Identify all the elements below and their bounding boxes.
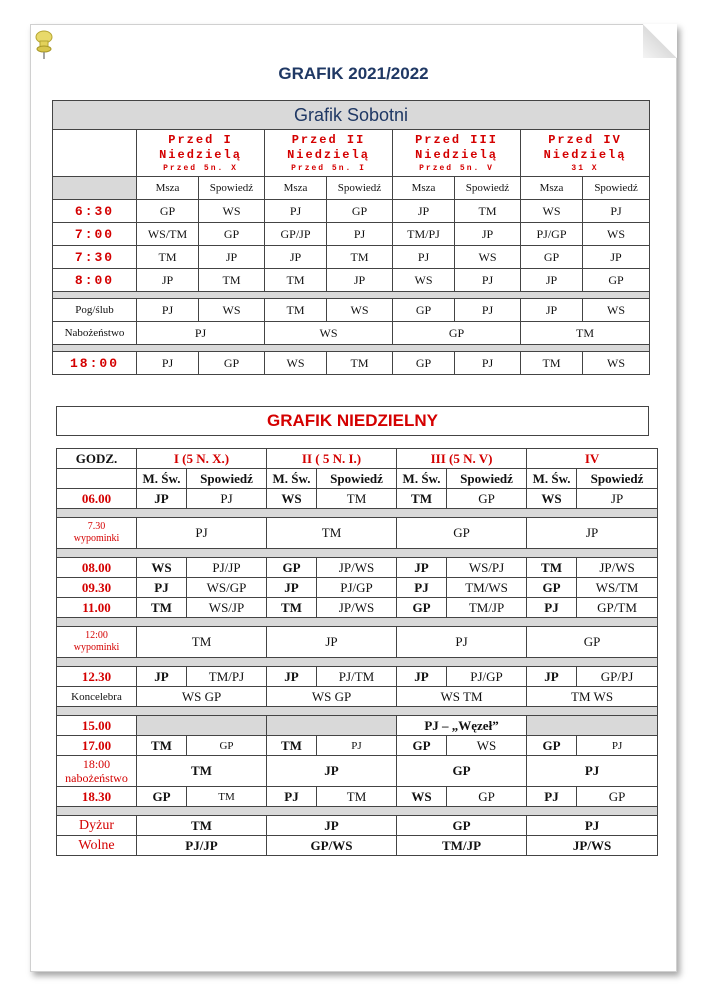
schedule-cell: WS GP xyxy=(137,687,267,707)
subheader-spowiedz: Spowiedź xyxy=(447,469,527,489)
time-cell: 09.30 xyxy=(57,578,137,598)
subheader-msw: M. Św. xyxy=(397,469,447,489)
spacer-row xyxy=(53,345,650,352)
confession-cell: WS/JP xyxy=(187,598,267,618)
confession-cell: WS/TM xyxy=(577,578,658,598)
mass-cell: JP xyxy=(267,667,317,687)
week-header-line: Niedzielą xyxy=(543,147,627,162)
saturday-schedule-table xyxy=(52,100,650,375)
schedule-cell: JP xyxy=(327,269,393,292)
schedule-cell: PJ xyxy=(455,299,521,322)
time-cell: 18.30 xyxy=(57,787,137,807)
week-header xyxy=(265,130,393,177)
mass-cell: WS xyxy=(137,558,187,578)
table-row xyxy=(57,816,658,836)
confession-cell: PJ/TM xyxy=(317,667,397,687)
table-row xyxy=(57,578,658,598)
spacer-row xyxy=(57,618,658,627)
schedule-cell: WS xyxy=(583,352,650,375)
mass-cell: GP xyxy=(527,736,577,756)
confession-cell: TM/JP xyxy=(447,598,527,618)
schedule-cell: GP xyxy=(521,246,583,269)
mass-cell: JP xyxy=(137,667,187,687)
time-cell: 7:00 xyxy=(53,223,137,246)
week-header-subline: Przed 5n. I xyxy=(291,163,366,173)
week-header-subline: Przed 5n. V xyxy=(419,163,494,173)
confession-cell: PJ xyxy=(577,736,658,756)
schedule-cell: PJ xyxy=(583,200,650,223)
table-row xyxy=(57,667,658,687)
week-header-line: Przed II xyxy=(291,132,366,147)
mass-cell: TM xyxy=(137,736,187,756)
schedule-cell: GP/JP xyxy=(265,223,327,246)
confession-cell: PJ/GP xyxy=(317,578,397,598)
time-cell: 18:00 xyxy=(53,352,137,375)
confession-cell: JP/WS xyxy=(317,558,397,578)
week-header-subline: Przed 5n. X xyxy=(163,163,238,173)
schedule-cell: PJ xyxy=(137,352,199,375)
empty-cell xyxy=(527,716,658,736)
time-label: 12:00 xyxy=(85,630,108,641)
week-header-line: Przed III xyxy=(415,132,498,147)
subheader-msza: Msza xyxy=(393,177,455,200)
schedule-cell: WS xyxy=(199,299,265,322)
subheader-msza: Msza xyxy=(521,177,583,200)
time-cell: 12.30 xyxy=(57,667,137,687)
mass-cell: WS xyxy=(527,489,577,509)
table-row xyxy=(57,836,658,856)
time-sublabel: wypominki xyxy=(73,642,120,653)
mass-cell: JP xyxy=(397,558,447,578)
schedule-cell: TM xyxy=(265,269,327,292)
confession-cell: TM xyxy=(187,787,267,807)
schedule-cell: WS GP xyxy=(267,687,397,707)
schedule-cell: JP xyxy=(521,299,583,322)
schedule-cell: GP xyxy=(137,200,199,223)
table-row xyxy=(57,736,658,756)
time-label: 7.30 xyxy=(87,521,106,532)
table-row xyxy=(57,787,658,807)
mass-cell: TM xyxy=(267,598,317,618)
time-cell xyxy=(57,518,137,549)
mass-cell: WS xyxy=(397,787,447,807)
time-sublabel: wypominki xyxy=(73,533,120,544)
schedule-cell: JP/WS xyxy=(527,836,658,856)
schedule-cell: WS xyxy=(265,352,327,375)
table-row xyxy=(53,322,650,345)
pushpin-icon xyxy=(34,30,54,60)
spacer-row xyxy=(57,549,658,558)
schedule-cell: TM/JP xyxy=(397,836,527,856)
time-cell: 7:30 xyxy=(53,246,137,269)
schedule-cell: TM xyxy=(327,246,393,269)
confession-cell: PJ xyxy=(187,489,267,509)
schedule-cell: JP xyxy=(267,816,397,836)
schedule-cell: TM xyxy=(521,322,650,345)
row-label: Dyżur xyxy=(57,816,137,836)
mass-cell: JP xyxy=(267,578,317,598)
table-row xyxy=(57,598,658,618)
table-row xyxy=(53,352,650,375)
confession-cell: WS xyxy=(447,736,527,756)
table-row xyxy=(57,627,658,658)
mass-cell: GP xyxy=(527,578,577,598)
mass-cell: TM xyxy=(267,736,317,756)
table-row xyxy=(53,246,650,269)
spacer-row xyxy=(57,509,658,518)
spacer-row xyxy=(57,807,658,816)
subheader-msza: Msza xyxy=(265,177,327,200)
schedule-cell: GP xyxy=(393,352,455,375)
schedule-cell: GP xyxy=(393,299,455,322)
schedule-cell: PJ xyxy=(327,223,393,246)
table-row xyxy=(53,200,650,223)
table-row xyxy=(53,223,650,246)
time-sublabel: nabożeństwo xyxy=(65,771,128,785)
subheader-msza: Msza xyxy=(137,177,199,200)
empty-cell xyxy=(267,716,397,736)
time-cell: 08.00 xyxy=(57,558,137,578)
confession-cell: TM xyxy=(317,787,397,807)
sunday-schedule-table xyxy=(56,448,658,856)
schedule-cell: PJ – „Węzeł” xyxy=(397,716,527,736)
confession-cell: TM/WS xyxy=(447,578,527,598)
schedule-cell: JP xyxy=(137,269,199,292)
mass-cell: TM xyxy=(397,489,447,509)
schedule-cell: GP xyxy=(397,756,527,787)
confession-cell: GP xyxy=(447,787,527,807)
schedule-cell: PJ xyxy=(455,352,521,375)
time-label: 18:00 xyxy=(82,757,111,771)
saturday-title: Grafik Sobotni xyxy=(53,101,650,130)
schedule-cell: GP xyxy=(199,223,265,246)
schedule-cell: PJ xyxy=(137,299,199,322)
week-header: IV xyxy=(527,449,658,469)
week-header-line: Niedzielą xyxy=(415,147,498,162)
mass-cell: PJ xyxy=(397,578,447,598)
subheader-spowiedz: Spowiedź xyxy=(327,177,393,200)
table-row xyxy=(53,299,650,322)
schedule-cell: GP xyxy=(397,518,527,549)
row-label: Wolne xyxy=(57,836,137,856)
schedule-cell: PJ xyxy=(397,627,527,658)
subheader-spowiedz: Spowiedź xyxy=(455,177,521,200)
confession-cell: JP xyxy=(577,489,658,509)
mass-cell: PJ xyxy=(267,787,317,807)
confession-cell: PJ/GP xyxy=(447,667,527,687)
schedule-cell: WS/TM xyxy=(137,223,199,246)
mass-cell: TM xyxy=(527,558,577,578)
confession-cell: WS/GP xyxy=(187,578,267,598)
subheader-msw: M. Św. xyxy=(527,469,577,489)
schedule-cell: TM xyxy=(327,352,393,375)
subheader-spowiedz: Spowiedź xyxy=(187,469,267,489)
week-header-subline: 31 X xyxy=(571,163,599,173)
schedule-cell: PJ/GP xyxy=(521,223,583,246)
confession-cell: GP xyxy=(447,489,527,509)
time-cell: 17.00 xyxy=(57,736,137,756)
mass-cell: GP xyxy=(267,558,317,578)
subheader-spowiedz: Spowiedź xyxy=(583,177,650,200)
mass-cell: GP xyxy=(137,787,187,807)
week-header xyxy=(521,130,650,177)
schedule-cell: GP xyxy=(527,627,658,658)
subheader-empty-cell xyxy=(57,469,137,489)
schedule-cell: JP xyxy=(521,269,583,292)
time-cell xyxy=(57,756,137,787)
schedule-cell: GP xyxy=(199,352,265,375)
time-cell xyxy=(57,627,137,658)
week-header: III (5 N. V) xyxy=(397,449,527,469)
schedule-cell: WS xyxy=(393,269,455,292)
row-label: Koncelebra xyxy=(57,687,137,707)
mass-cell: PJ xyxy=(527,598,577,618)
time-cell: 06.00 xyxy=(57,489,137,509)
confession-cell: JP/WS xyxy=(577,558,658,578)
confession-cell: GP/PJ xyxy=(577,667,658,687)
schedule-cell: PJ xyxy=(265,200,327,223)
confession-cell: GP/TM xyxy=(577,598,658,618)
schedule-cell: WS xyxy=(265,322,393,345)
mass-cell: TM xyxy=(137,598,187,618)
time-cell: 6:30 xyxy=(53,200,137,223)
godz-header: GODZ. xyxy=(57,449,137,469)
mass-cell: JP xyxy=(527,667,577,687)
schedule-cell: PJ xyxy=(137,322,265,345)
mass-cell: JP xyxy=(397,667,447,687)
table-row xyxy=(57,756,658,787)
schedule-cell: PJ xyxy=(455,269,521,292)
schedule-cell: WS xyxy=(583,223,650,246)
table-row xyxy=(57,687,658,707)
mass-cell: PJ xyxy=(527,787,577,807)
table-row xyxy=(57,489,658,509)
schedule-cell: WS xyxy=(199,200,265,223)
subheader-empty-cell xyxy=(53,177,137,200)
schedule-cell: PJ xyxy=(527,816,658,836)
schedule-cell: TM xyxy=(265,299,327,322)
schedule-cell: WS xyxy=(521,200,583,223)
schedule-cell: WS xyxy=(455,246,521,269)
mass-cell: GP xyxy=(397,598,447,618)
confession-cell: TM/PJ xyxy=(187,667,267,687)
spacer-row xyxy=(53,292,650,299)
schedule-cell: PJ/JP xyxy=(137,836,267,856)
subheader-spowiedz: Spowiedź xyxy=(317,469,397,489)
week-header-line: Niedzielą xyxy=(287,147,370,162)
schedule-cell: TM/PJ xyxy=(393,223,455,246)
table-row xyxy=(53,269,650,292)
schedule-cell: TM WS xyxy=(527,687,658,707)
mass-cell: WS xyxy=(267,489,317,509)
empty-cell xyxy=(137,716,267,736)
page-curl xyxy=(643,24,677,58)
week-header-line: Niedzielą xyxy=(159,147,242,162)
confession-cell: TM xyxy=(317,489,397,509)
table-row xyxy=(57,518,658,549)
schedule-cell: WS xyxy=(583,299,650,322)
schedule-cell: JP xyxy=(393,200,455,223)
schedule-cell: TM xyxy=(137,627,267,658)
sunday-title: GRAFIK NIEDZIELNY xyxy=(56,406,649,436)
week-header-line: Przed I xyxy=(168,132,233,147)
schedule-cell: GP xyxy=(393,322,521,345)
confession-cell: PJ xyxy=(317,736,397,756)
schedule-cell: WS TM xyxy=(397,687,527,707)
mass-cell: JP xyxy=(137,489,187,509)
confession-cell: GP xyxy=(577,787,658,807)
subheader-msw: M. Św. xyxy=(137,469,187,489)
time-cell: 15.00 xyxy=(57,716,137,736)
confession-cell: WS/PJ xyxy=(447,558,527,578)
confession-cell: GP xyxy=(187,736,267,756)
subheader-msw: M. Św. xyxy=(267,469,317,489)
schedule-cell: GP xyxy=(327,200,393,223)
schedule-cell: TM xyxy=(137,246,199,269)
spacer-row xyxy=(57,707,658,716)
row-label: Nabożeństwo xyxy=(53,322,137,345)
schedule-cell: JP xyxy=(583,246,650,269)
schedule-cell: JP xyxy=(527,518,658,549)
mass-cell: GP xyxy=(397,736,447,756)
page-title: GRAFIK 2021/2022 xyxy=(278,64,429,83)
header-empty-cell xyxy=(53,130,137,177)
mass-cell: PJ xyxy=(137,578,187,598)
schedule-cell: PJ xyxy=(137,518,267,549)
schedule-cell: TM xyxy=(137,756,267,787)
schedule-cell: WS xyxy=(327,299,393,322)
row-label: Pog/ślub xyxy=(53,299,137,322)
schedule-cell: TM xyxy=(199,269,265,292)
schedule-cell: JP xyxy=(267,627,397,658)
week-header xyxy=(393,130,521,177)
week-header-line: Przed IV xyxy=(548,132,622,147)
schedule-cell: JP xyxy=(265,246,327,269)
subheader-spowiedz: Spowiedź xyxy=(577,469,658,489)
schedule-cell: TM xyxy=(521,352,583,375)
time-cell: 8:00 xyxy=(53,269,137,292)
table-row xyxy=(57,558,658,578)
schedule-cell: PJ xyxy=(393,246,455,269)
schedule-cell: GP xyxy=(583,269,650,292)
schedule-cell: JP xyxy=(455,223,521,246)
schedule-cell: GP/WS xyxy=(267,836,397,856)
schedule-cell: TM xyxy=(137,816,267,836)
spacer-row xyxy=(57,658,658,667)
schedule-cell: TM xyxy=(455,200,521,223)
confession-cell: JP/WS xyxy=(317,598,397,618)
week-header xyxy=(137,130,265,177)
schedule-cell: JP xyxy=(199,246,265,269)
schedule-cell: PJ xyxy=(527,756,658,787)
schedule-cell: GP xyxy=(397,816,527,836)
week-header: I (5 N. X.) xyxy=(137,449,267,469)
week-header: II ( 5 N. I.) xyxy=(267,449,397,469)
schedule-cell: JP xyxy=(267,756,397,787)
schedule-cell: TM xyxy=(267,518,397,549)
confession-cell: PJ/JP xyxy=(187,558,267,578)
table-row xyxy=(57,716,658,736)
subheader-spowiedz: Spowiedź xyxy=(199,177,265,200)
time-cell: 11.00 xyxy=(57,598,137,618)
